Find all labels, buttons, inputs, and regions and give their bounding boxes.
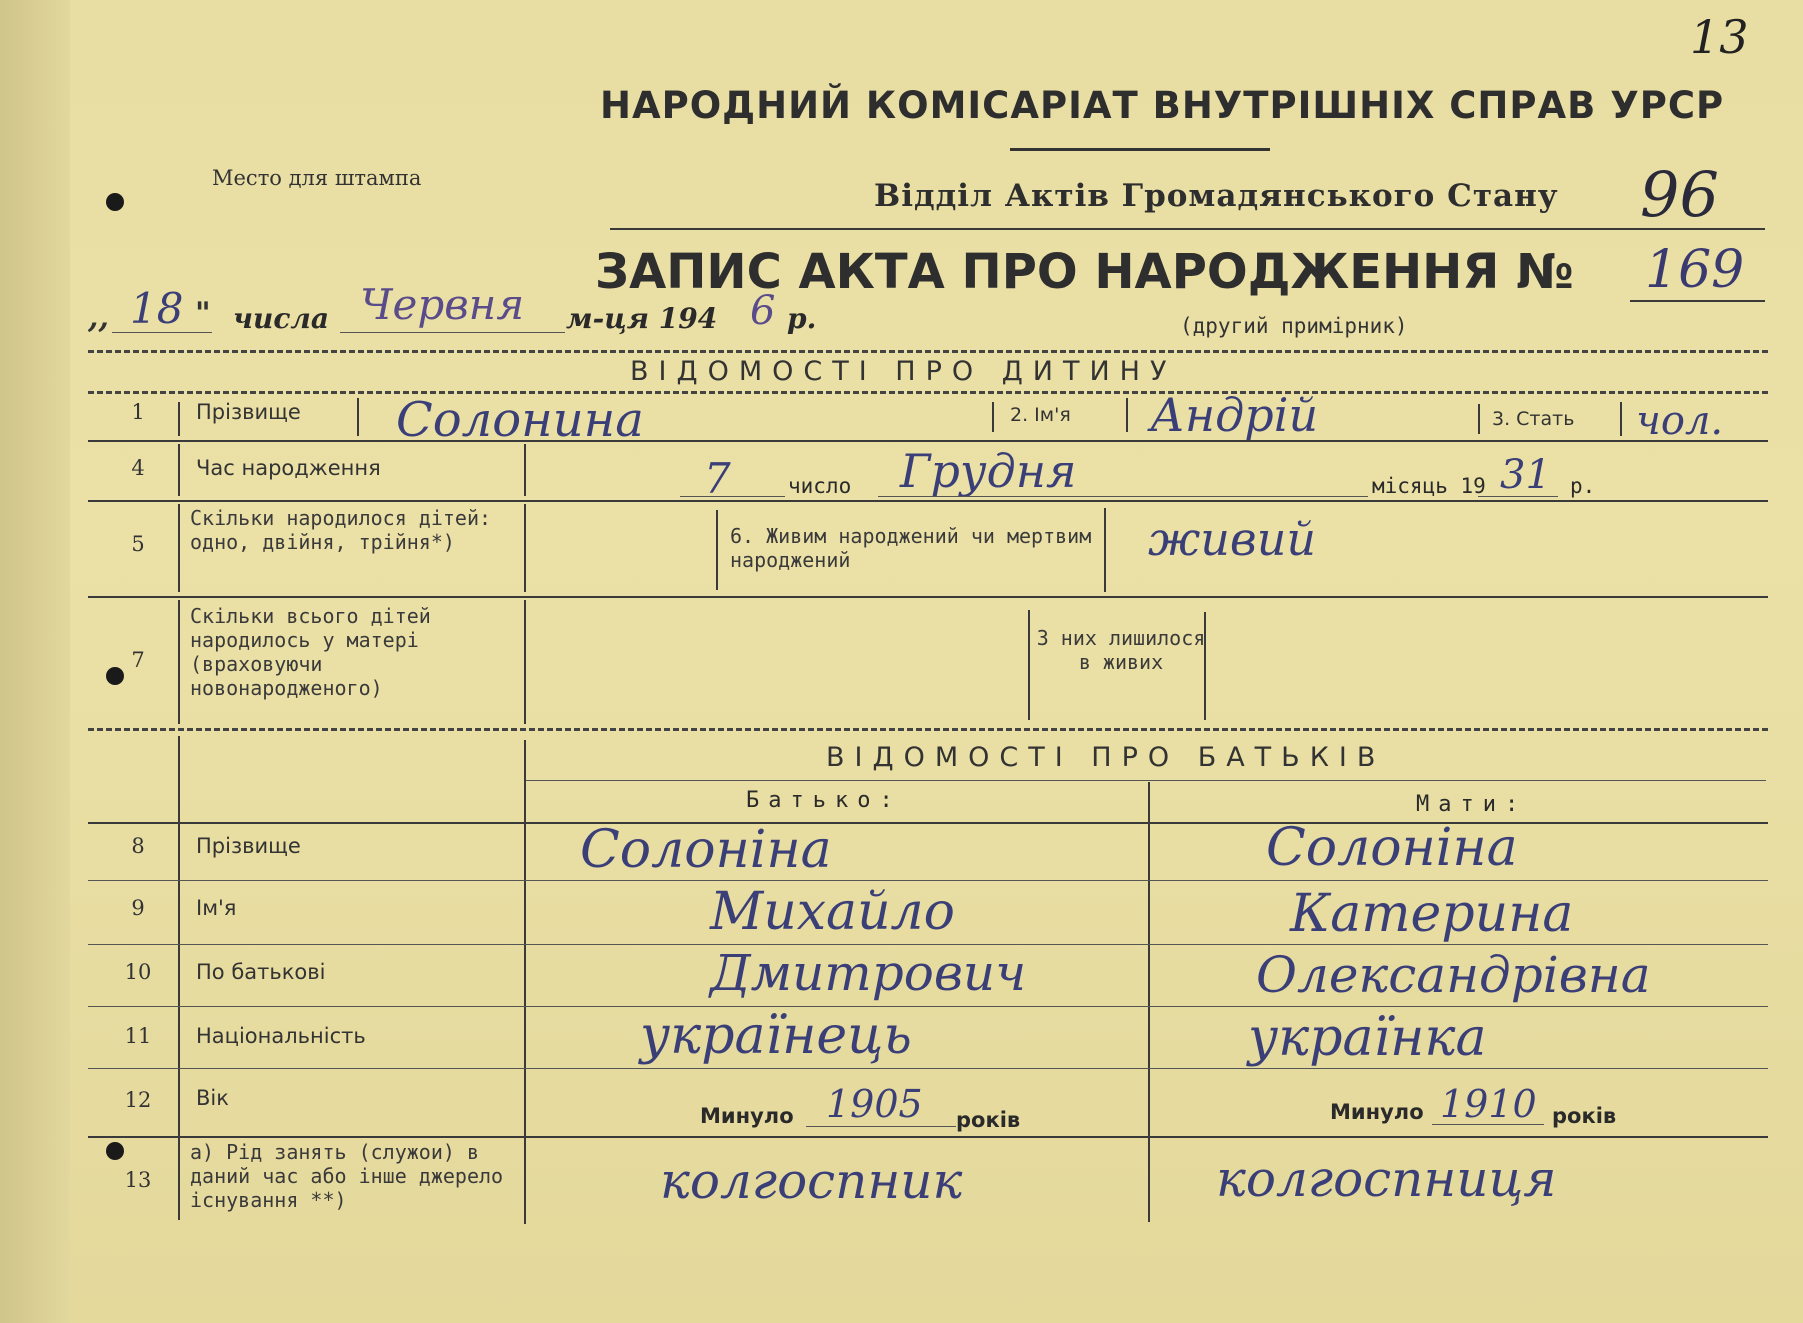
record-date-month-label: м-ця 194 <box>566 302 718 335</box>
child-name-value: Андрій <box>1150 388 1319 442</box>
birth-year-suffix: р. <box>1570 474 1596 498</box>
row8-bottom-rule <box>88 880 1768 881</box>
record-number-underline <box>1630 300 1765 302</box>
record-date-day: 18 <box>130 284 184 333</box>
survived-label: З них лишилося в живих <box>1036 626 1206 674</box>
row-number-8: 8 <box>131 834 145 858</box>
row1-divider-b <box>357 398 359 436</box>
child-name-label: 2. Ім'я <box>1010 404 1071 426</box>
row12-bottom-rule <box>88 1136 1768 1138</box>
row4-divider-a <box>178 444 180 496</box>
punch-hole-bottom <box>106 1142 124 1160</box>
child-sex-value: чол. <box>1636 398 1724 444</box>
parents-heading-rule <box>526 780 1766 781</box>
child-section-heading: ВІДОМОСТІ ПРО ДИТИНУ <box>630 356 1177 387</box>
mother-age-suffix: років <box>1552 1104 1617 1128</box>
parents-section-heading: ВІДОМОСТІ ПРО БАТЬКІВ <box>826 742 1386 773</box>
birth-month-underline <box>878 496 1368 497</box>
birth-month-label: місяць 19 <box>1372 474 1486 498</box>
department-number: 96 <box>1640 158 1719 231</box>
row-number-11: 11 <box>124 1024 152 1048</box>
father-patronymic-value: Дмитрович <box>710 944 1027 1002</box>
row-number-5: 5 <box>131 532 145 556</box>
child-section-heading-rule <box>88 391 1768 394</box>
record-date-close-quote: " <box>195 296 211 331</box>
record-date-day-underline <box>112 332 212 333</box>
child-section-top-rule <box>88 350 1768 353</box>
record-date-day-label: числа <box>233 302 330 335</box>
record-date-year-suffix: р. <box>787 302 817 335</box>
mother-age-prefix: Минуло <box>1330 1100 1424 1124</box>
mother-occupation-value: колгоспниця <box>1216 1150 1557 1208</box>
department-underline <box>610 228 1765 230</box>
father-nationality-value: українець <box>640 1006 912 1066</box>
children-born-label: Скільки народилося дітей: одно, двійня, трійня*) <box>190 506 492 554</box>
birth-year-underline <box>1478 496 1558 497</box>
row-number-1: 1 <box>131 400 145 424</box>
birth-year-value: 31 <box>1500 452 1551 498</box>
row5-divider-d <box>1104 508 1106 592</box>
occupation-label: а) Рід занять (служои) в даний час або інше джерело існування **) <box>190 1140 504 1212</box>
alive-or-stillborn-value: живий <box>1148 512 1316 566</box>
row1-divider-f <box>1620 402 1622 436</box>
row1-divider-c <box>992 402 994 432</box>
punch-hole-top <box>106 193 124 211</box>
father-column-heading: Батько: <box>746 788 902 813</box>
row7-divider-a <box>178 600 180 724</box>
row-number-9: 9 <box>131 896 145 920</box>
father-occupation-value: колгоспник <box>660 1152 963 1210</box>
age-label: Вік <box>196 1086 229 1110</box>
paper-edge-shadow <box>0 0 70 1323</box>
patronymic-label: По батькові <box>196 960 326 984</box>
parents-col-divider-c <box>1148 782 1150 1222</box>
father-age-prefix: Минуло <box>700 1104 794 1128</box>
department-heading: Відділ Актів Громадянського Стану <box>874 178 1559 214</box>
father-name-value: Михайло <box>710 882 955 942</box>
birth-day-label: число <box>788 474 852 498</box>
birth-month-value: Грудня <box>900 444 1077 498</box>
row1-bottom-rule <box>88 440 1768 442</box>
row1-divider-a <box>178 402 180 436</box>
parent-name-label: Ім'я <box>196 896 237 920</box>
row1-divider-e <box>1478 404 1480 434</box>
nationality-label: Національність <box>196 1024 366 1048</box>
child-sex-label: 3. Стать <box>1492 408 1575 430</box>
child-section-bottom-rule <box>88 728 1768 731</box>
parents-col-divider-a <box>178 736 180 1220</box>
mother-age-value: 1910 <box>1440 1082 1537 1126</box>
page-number: 13 <box>1690 10 1749 64</box>
stamp-placeholder-label: Место для штампа <box>212 166 422 190</box>
record-date-year-digit: 6 <box>750 288 776 334</box>
record-date-month-underline <box>340 332 565 333</box>
row7-divider-b <box>524 600 526 724</box>
record-date-open-quote: ,, <box>88 300 109 335</box>
birth-time-label: Час народження <box>196 456 381 480</box>
row-number-12: 12 <box>124 1088 152 1112</box>
row7-divider-d <box>1204 612 1206 720</box>
mother-age-underline <box>1432 1124 1544 1125</box>
copy-note: (другий примірник) <box>1180 314 1408 338</box>
row4-bottom-rule <box>88 500 1768 502</box>
row11-bottom-rule <box>88 1068 1768 1069</box>
father-surname-value: Солоніна <box>580 820 832 880</box>
father-age-value: 1905 <box>826 1082 923 1126</box>
ministry-underline <box>1010 148 1270 151</box>
ministry-heading: НАРОДНИЙ КОМІСАРІАТ ВНУТРІШНІХ СПРАВ УРСР <box>600 84 1725 127</box>
mother-patronymic-value: Олександрівна <box>1256 946 1651 1004</box>
mother-surname-value: Солоніна <box>1266 818 1518 878</box>
father-age-underline <box>806 1126 956 1127</box>
row5-divider-c <box>716 510 718 590</box>
record-number: 169 <box>1645 240 1745 300</box>
total-children-label: Скільки всього дітей народилось у матері (враховуючи новонародженого) <box>190 604 431 700</box>
mother-column-heading: Мати: <box>1416 792 1528 817</box>
birth-day-value: 7 <box>704 454 731 503</box>
row1-divider-d <box>1126 398 1128 432</box>
child-surname-label: Прізвище <box>196 400 301 424</box>
row-number-10: 10 <box>124 960 152 984</box>
mother-nationality-value: українка <box>1248 1008 1487 1068</box>
record-date-month: Червня <box>360 280 525 329</box>
row5-divider-a <box>178 504 180 592</box>
row-number-4: 4 <box>131 456 145 480</box>
row4-divider-b <box>524 444 526 496</box>
row7-divider-c <box>1028 610 1030 720</box>
document-title: ЗАПИС АКТА ПРО НАРОДЖЕННЯ № <box>595 244 1574 300</box>
row-number-7: 7 <box>131 648 145 672</box>
mother-name-value: Катерина <box>1290 884 1574 944</box>
row5-divider-b <box>524 504 526 592</box>
birth-day-underline <box>680 496 785 497</box>
row5-bottom-rule <box>88 596 1768 598</box>
child-surname-value: Солонина <box>396 392 644 448</box>
alive-or-stillborn-label: 6. Живим народжений чи мертвим народжений <box>730 524 1092 572</box>
father-age-suffix: років <box>956 1108 1021 1132</box>
row10-bottom-rule <box>88 1006 1768 1007</box>
row-number-13: 13 <box>124 1168 152 1192</box>
parent-surname-label: Прізвище <box>196 834 301 858</box>
